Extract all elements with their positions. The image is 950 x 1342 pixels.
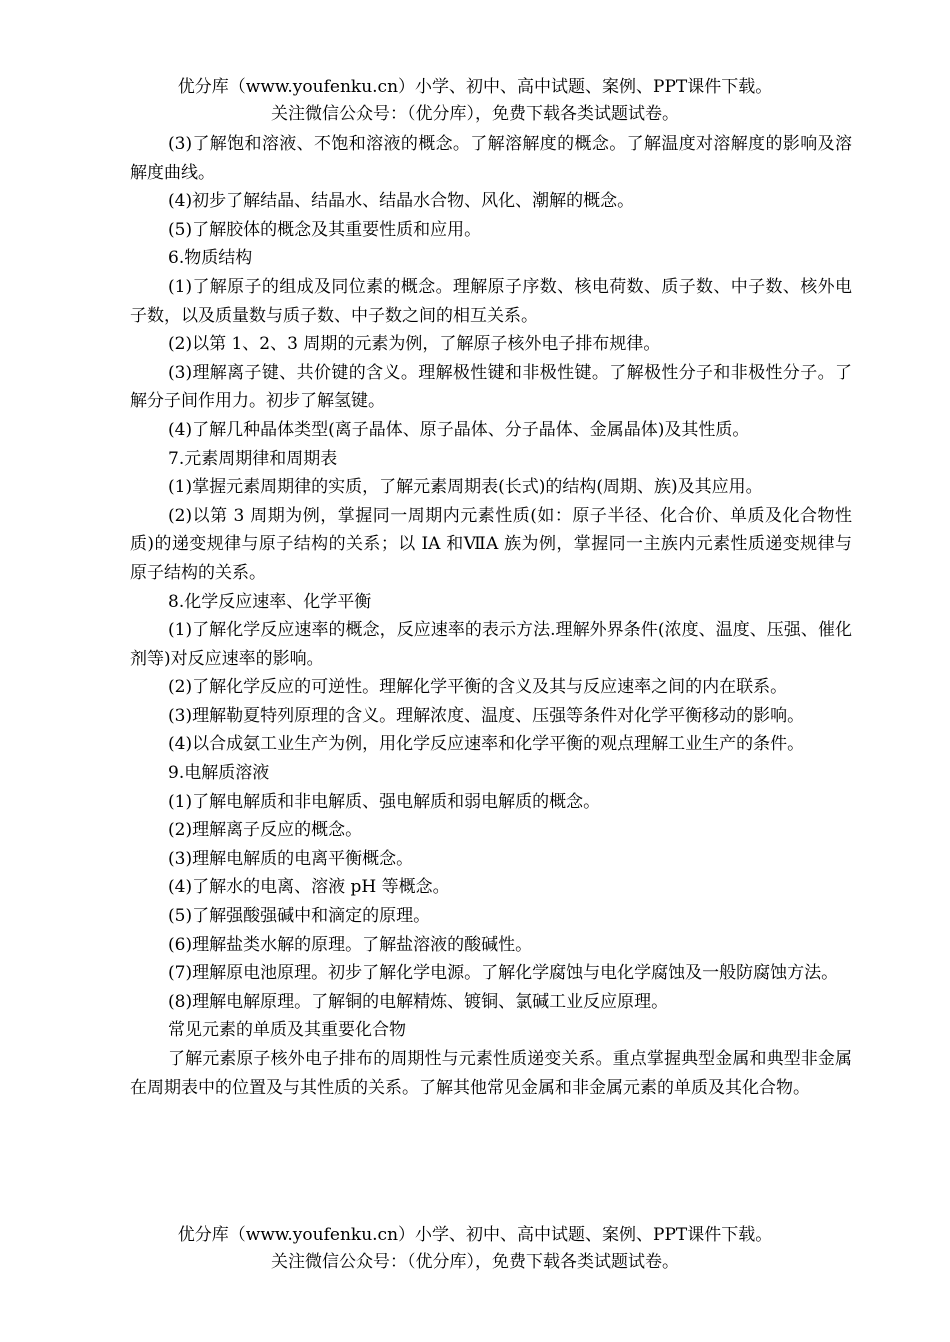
paragraph: (2)理解离子反应的概念。 [168, 820, 363, 841]
paragraph: (4)了解水的电离、溶液 pH 等概念。 [168, 877, 450, 898]
section-heading: 8.化学反应速率、化学平衡 [168, 591, 372, 612]
header-line-2: 关注微信公众号：（优分库），免费下载各类试题试卷。 [271, 104, 679, 124]
footer-line-2: 关注微信公众号：（优分库），免费下载各类试题试卷。 [271, 1252, 679, 1272]
paragraph: (5)了解胶体的概念及其重要性质和应用。 [168, 219, 482, 240]
section-heading: 常见元素的单质及其重要化合物 [168, 1020, 406, 1041]
paragraph: (1)了解电解质和非电解质、强电解质和弱电解质的概念。 [168, 791, 601, 812]
paragraph: (2)了解化学反应的可逆性。理解化学平衡的含义及其与反应速率之间的内在联系。 [168, 677, 788, 698]
paragraph: (1)掌握元素周期律的实质，了解元素周期表(长式)的结构(周期、族)及其应用。 [168, 477, 763, 498]
paragraph: (7)理解原电池原理。初步了解化学电源。了解化学腐蚀与电化学腐蚀及一般防腐蚀方法。 [168, 963, 839, 984]
section-heading: 6.物质结构 [168, 248, 253, 269]
paragraph: (8)理解电解原理。了解铜的电解精炼、镀铜、氯碱工业反应原理。 [168, 991, 669, 1012]
paragraph: (2)以第 1、2、3 周期的元素为例，了解原子核外电子排布规律。 [168, 334, 661, 355]
paragraph: (3)理解勒夏特列原理的含义。理解浓度、温度、压强等条件对化学平衡移动的影响。 [168, 705, 805, 726]
paragraph: 了解元素原子核外电子排布的周期性与元素性质递变关系。重点掌握典型金属和典型非金属在周期表中的位置及与其性质的关系。了解其他常见金属和非金属元素的单质及其化合物。 [130, 1049, 852, 1098]
header-line-1: 优分库（www.youfenku.cn）小学、初中、高中试题、案例、PPT课件下载。 [177, 77, 773, 97]
footer-line-1: 优分库（www.youfenku.cn）小学、初中、高中试题、案例、PPT课件下载。 [177, 1225, 773, 1245]
paragraph: (5)了解强酸强碱中和滴定的原理。 [168, 906, 431, 927]
section-heading: 9.电解质溶液 [168, 763, 270, 784]
document-body [130, 130, 852, 1102]
paragraph: (1)了解原子的组成及同位素的概念。理解原子序数、核电荷数、质子数、中子数、核外电子数，以及质量数与质子数、中子数之间的相互关系。 [130, 276, 852, 326]
paragraph: (6)理解盐类水解的原理。了解盐溶液的酸碱性。 [168, 934, 533, 955]
paragraph: (2)以第 3 周期为例，掌握同一周期内元素性质(如：原子半径、化合价、单质及化合物性质)的递变规律与原子结构的关系；以 IA 和ⅦA 族为例，掌握同一主族内元素性质递变规律与原子结构的关系。 [130, 505, 852, 583]
paragraph: (4)初步了解结晶、结晶水、结晶水合物、风化、潮解的概念。 [168, 191, 635, 212]
paragraph: (3)理解离子键、共价键的含义。理解极性键和非极性键。了解极性分子和非极性分子。了解分子间作用力。初步了解氢键。 [130, 362, 852, 412]
page-header [0, 74, 950, 128]
page-footer [0, 1222, 950, 1276]
paragraph: (3)理解电解质的电离平衡概念。 [168, 848, 414, 869]
paragraph: (1)了解化学反应速率的概念，反应速率的表示方法.理解外界条件(浓度、温度、压强、催化剂等)对反应速率的影响。 [130, 620, 852, 669]
paragraph: (4)以合成氨工业生产为例，用化学反应速率和化学平衡的观点理解工业生产的条件。 [168, 734, 805, 755]
paragraph: (3)了解饱和溶液、不饱和溶液的概念。了解溶解度的概念。了解温度对溶解度的影响及溶解度曲线。 [130, 134, 852, 183]
section-heading: 7.元素周期律和周期表 [168, 448, 338, 469]
paragraph: (4)了解几种晶体类型(离子晶体、原子晶体、分子晶体、金属晶体)及其性质。 [168, 419, 750, 440]
